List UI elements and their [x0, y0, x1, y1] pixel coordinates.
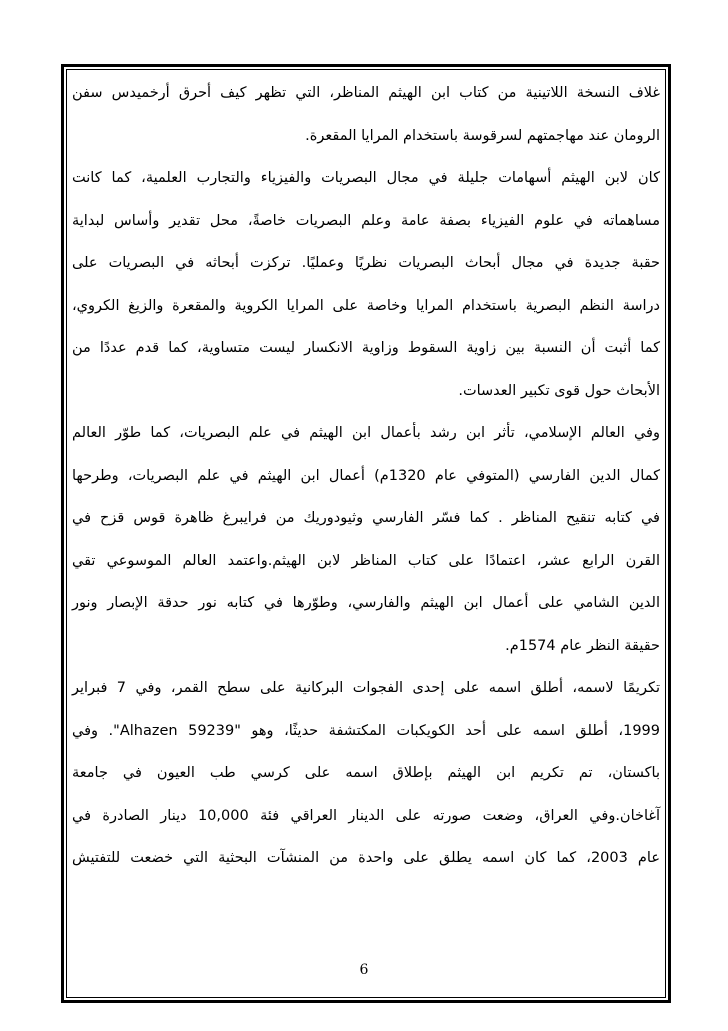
text-line-15: تكريمًا لاسمه، أطلق اسمه على إحدى الفجوات البركانية على سطح القمر، وفي 7 فبراير: [72, 680, 660, 696]
text-line-1: غلاف النسخة اللاتينية من كتاب ابن الهيثم المناظر، التي تظهر كيف أحرق أرخميدس سفن: [72, 85, 660, 101]
body-text: [68, 72, 664, 880]
text-line-8: الأبحاث حول قوى تكبير العدسات.: [458, 382, 660, 399]
text-line-19: عام 2003، كما كان اسمه يطلق على واحدة من المنشآت البحثية التي خضعت للتفتيش: [72, 850, 660, 866]
text-line-2: الرومان عند مهاجمتهم لسرقوسة باستخدام المرايا المقعرة.: [305, 127, 660, 144]
text-line-12: القرن الرابع عشر، اعتمادًا على كتاب المناظر لابن الهيثم.واعتمد العالم الموسوعي تقي: [72, 552, 660, 569]
text-line-9: وفي العالم الإسلامي، تأثر ابن رشد بأعمال ابن الهيثم في علم البصريات، كما طوّر العالم: [72, 425, 660, 441]
text-line-5: حقبة جديدة في مجال أبحاث البصريات نظريًا وعمليًا. تركزت أبحاثه في البصريات على: [72, 255, 660, 271]
page-number: 6: [359, 962, 369, 978]
text-line-16: 1999، أطلق اسمه على أحد الكويكبات المكتشفة حديثًا، وهو "Alhazen 59239". وفي: [72, 722, 660, 739]
text-line-18: آغاخان.وفي العراق، وضعت صورته على الدينار العراقي فئة 10,000 دينار الصادرة في: [72, 807, 660, 824]
text-line-14: حقيقة النظر عام 1574م.: [505, 637, 660, 654]
text-line-10: كمال الدين الفارسي (المتوفي عام 1320م) أعمال ابن الهيثم في علم البصريات، وطرحها: [72, 467, 660, 484]
text-line-11: في كتابه تنقيح المناظر . كما فسّر الفارسي وثيودوريك من فرايبرغ ظاهرة قوس قزح في: [72, 510, 660, 526]
text-line-7: كما أثبت أن النسبة بين زاوية السقوط وزاوية الانكسار ليست متساوية، كما قدم عددًا من: [72, 340, 660, 356]
text-line-17: باكستان، تم تكريم ابن الهيثم بإطلاق اسمه على كرسي طب العيون في جامعة: [72, 765, 660, 781]
text-line-6: دراسة النظم البصرية باستخدام المرايا وخاصة على المرايا الكروية والمقعرة والزيغ الكروي،: [72, 297, 660, 314]
text-line-3: كان لابن الهيثم أسهامات جليلة في مجال البصريات والفيزياء والتجارب العلمية، كما كانت: [72, 170, 660, 186]
text-line-4: مساهماته في علوم الفيزياء بصفة عامة وعلم البصريات خاصةً، محل تقدير وأساس لبداية: [72, 212, 660, 229]
text-line-13: الدين الشامي على أعمال ابن الهيثم والفارسي، وطوّرها في كتابه نور حدقة الإبصار ونور: [72, 595, 660, 611]
